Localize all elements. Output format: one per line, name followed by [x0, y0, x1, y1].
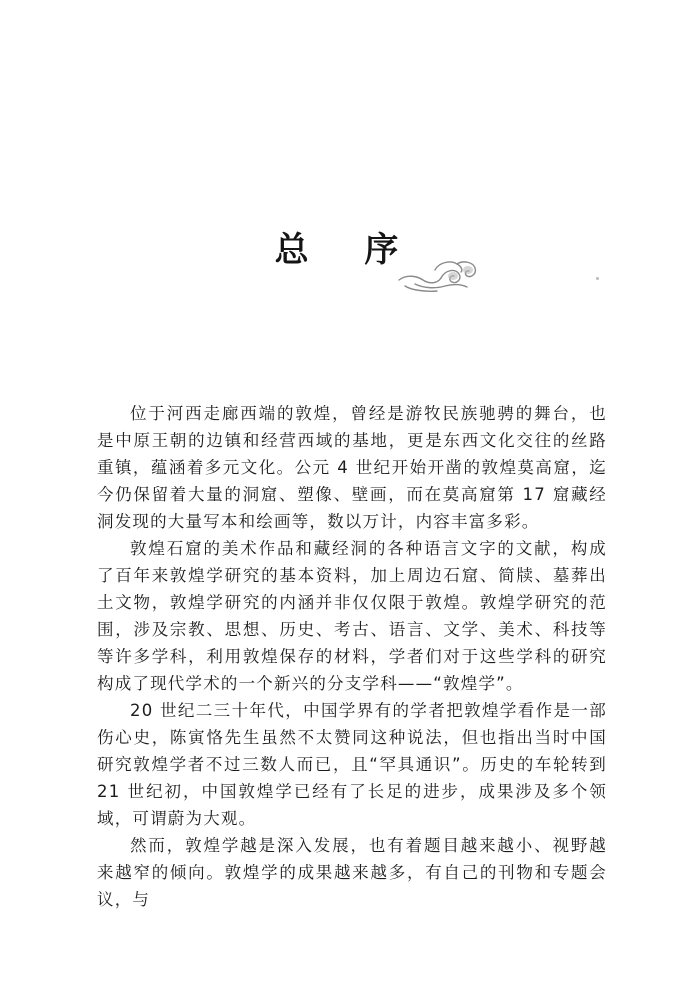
page-speck	[596, 277, 599, 280]
auspicious-cloud-ornament-icon	[395, 254, 480, 294]
page-title: 总 序	[274, 230, 421, 270]
paragraph-4: 然而，敦煌学越是深入发展，也有着题目越来越小、视野越来越窄的倾向。敦煌学的成果越来越多，有自己的刊物和专题会议，与	[97, 836, 607, 909]
paragraph-1: 位于河西走廊西端的敦煌，曾经是游牧民族驰骋的舞台，也是中原王朝的边镇和经营西域的基地，更是东西文化交往的丝路重镇，蕴涵着多元文化。公元 4 世纪开始开凿的敦煌莫高窟，迄今仍保留着大量的洞窟、塑像、壁画，而在莫高窟第 17 窟藏经洞发现的大量写本和绘画等，数以万计，内容丰富多彩。	[97, 404, 607, 531]
body-text	[97, 400, 607, 913]
paragraph-3: 20 世纪二三十年代，中国学界有的学者把敦煌学看作是一部伤心史，陈寅恪先生虽然不太赞同这种说法，但也指出当时中国研究敦煌学者不过三数人而已，且“罕具通识”。历史的车轮转到 21 世纪初，中国敦煌学已经有了长足的进步，成果涉及多个领域，可谓蔚为大观。	[97, 701, 607, 828]
paragraph-2: 敦煌石窟的美术作品和藏经洞的各种语言文字的文献，构成了百年来敦煌学研究的基本资料，加上周边石窟、简牍、墓葬出土文物，敦煌学研究的内涵并非仅仅限于敦煌。敦煌学研究的范围，涉及宗教、思想、历史、考古、语言、文学、美术、科技等等许多学科，利用敦煌保存的材料，学者们对于这些学科的研究构成了现代学术的一个新兴的分支学科——“敦煌学”。	[97, 539, 607, 693]
